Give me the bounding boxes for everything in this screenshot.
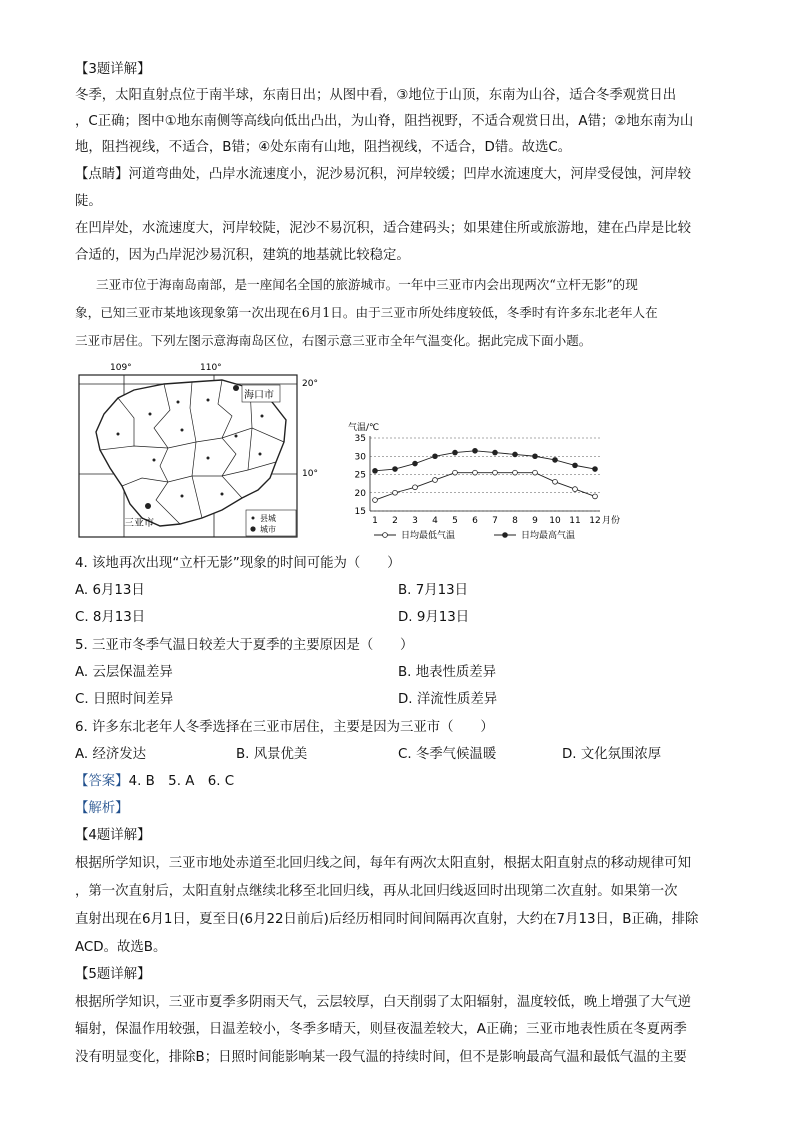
question-option[interactable]: B. 地表性质差异 xyxy=(398,665,497,680)
sanya-city-marker xyxy=(145,503,151,509)
chart-legend-marker xyxy=(383,533,388,538)
legend-city-label: 城市 xyxy=(260,525,276,534)
section4-line: 直射出现在6月1日，夏至日(6月22日前后)后经历相同时间间隔再次直射，大约在7月13日，B正确，排除 xyxy=(75,912,699,927)
chart-data-point xyxy=(573,487,578,492)
chart-data-point xyxy=(373,498,378,503)
county-marker xyxy=(117,433,120,436)
sanya-temperature-chart xyxy=(342,418,642,546)
chart-data-point xyxy=(393,490,398,495)
chart-xtick-label: 1 xyxy=(372,516,378,526)
section4-line: 根据所学知识，三亚市地处赤道至北回归线之间，每年有两次太阳直射，根据太阳直射点的移动规律可知 xyxy=(75,856,691,871)
question-stem: 4. 该地再次出现“立杆无影”现象的时间可能为（ ） xyxy=(75,556,401,571)
chart-xlabel: 月份 xyxy=(602,516,621,526)
chart-data-point xyxy=(453,450,458,455)
section3-line: 冬季，太阳直射点位于南半球，东南日出；从图中看，③地位于山顶，东南为山谷，适合冬季观赏日出 xyxy=(75,88,677,103)
section5-line: 辐射，保温作用较强，日温差较小，冬季多晴天，则昼夜温差较大，A正确；三亚市地表性质在冬夏两季 xyxy=(75,1022,687,1037)
chart-data-point xyxy=(473,448,478,453)
question-stem: 6. 许多东北老年人冬季选择在三亚市居住，主要是因为三亚市（ ） xyxy=(75,720,494,735)
chart-legend-label: 日均最高气温 xyxy=(521,531,576,541)
question-option[interactable]: A. 6月13日 xyxy=(75,583,145,598)
section5-header: 【5题详解】 xyxy=(75,967,151,982)
chart-xtick-label: 2 xyxy=(392,516,398,526)
county-marker xyxy=(181,429,184,432)
question-option[interactable]: D. 文化氛围浓厚 xyxy=(562,747,662,762)
chart-data-point xyxy=(553,458,558,463)
county-marker xyxy=(259,453,262,456)
section4-header: 【4题详解】 xyxy=(75,828,151,843)
chart-ytick-label: 15 xyxy=(354,507,366,517)
tip-line: 合适的，因为凸岸泥沙易沉积，建筑的地基就比较稳定。 xyxy=(75,248,410,263)
section4-line: ACD。故选B。 xyxy=(75,940,167,955)
question-option[interactable]: A. 云层保温差异 xyxy=(75,665,173,680)
answer-row xyxy=(75,774,234,790)
hainan-location-map xyxy=(72,358,332,544)
legend-city-symbol xyxy=(250,526,255,531)
county-marker xyxy=(261,415,264,418)
chart-xtick-label: 7 xyxy=(492,516,498,526)
question-option[interactable]: D. 洋流性质差异 xyxy=(398,692,498,707)
chart-data-point xyxy=(593,494,598,499)
chart-xtick-label: 11 xyxy=(569,516,581,526)
section4-line: ，第一次直射后，太阳直射点继续北移至北回归线，再从北回归线返回时出现第二次直射。如果第一次 xyxy=(75,884,678,899)
chart-data-point xyxy=(573,463,578,468)
chart-xtick-label: 3 xyxy=(412,516,418,526)
section3-line: ，C正确；图中①地东南侧等高线向低出凸出，为山脊，阻挡视野，不适合观赏日出，A错；②地东南为山 xyxy=(75,114,694,129)
county-marker xyxy=(181,495,184,498)
chart-data-point xyxy=(433,478,438,483)
chart-data-point xyxy=(593,467,598,472)
county-marker xyxy=(207,457,210,460)
chart-data-point xyxy=(413,485,418,490)
material-line: 象，已知三亚市某地该现象第一次出现在6月1日。由于三亚市所处纬度较低，冬季时有许多东北老年人在 xyxy=(75,305,658,320)
chart-xtick-label: 10 xyxy=(549,516,561,526)
sanya-label: 三亚市 xyxy=(124,518,154,529)
question-option[interactable]: B. 7月13日 xyxy=(398,583,469,598)
chart-data-point xyxy=(533,470,538,475)
answer-text: 4. B 5. A 6. C xyxy=(128,774,235,789)
material-line: 三亚市位于海南岛南部，是一座闻名全国的旅游城市。一年中三亚市内会出现两次“立杆无影”的现 xyxy=(96,277,638,292)
question-option[interactable]: C. 冬季气候温暖 xyxy=(398,747,497,762)
chart-xtick-label: 6 xyxy=(472,516,478,526)
chart-legend-label: 日均最低气温 xyxy=(401,531,456,541)
chart-xtick-label: 12 xyxy=(589,516,601,526)
chart-xtick-label: 4 xyxy=(432,516,438,526)
chart-data-point xyxy=(553,479,558,484)
chart-ytick-label: 35 xyxy=(354,434,366,444)
chart-xtick-label: 9 xyxy=(532,516,538,526)
section3-line: 地，阻挡视线，不适合，B错；④处东南有山地，阻挡视线，不适合，D错。故选C。 xyxy=(75,140,572,155)
chart-data-point xyxy=(433,454,438,459)
chart-ylabel: 气温/℃ xyxy=(348,423,380,433)
question-option[interactable]: D. 9月13日 xyxy=(398,610,470,625)
chart-xtick-label: 5 xyxy=(452,516,458,526)
map-lat-label: 20° xyxy=(302,379,318,389)
chart-xtick-label: 8 xyxy=(512,516,518,526)
chart-data-point xyxy=(493,470,498,475)
chart-data-point xyxy=(513,452,518,457)
chart-data-point xyxy=(493,450,498,455)
answer-label: 【答案】 xyxy=(75,774,129,789)
chart-data-point xyxy=(533,454,538,459)
section5-line: 根据所学知识，三亚市夏季多阴雨天气，云层较厚，白天削弱了太阳辐射，温度较低，晚上增强了大气逆 xyxy=(75,995,691,1010)
question-stem: 5. 三亚市冬季气温日较差大于夏季的主要原因是（ ） xyxy=(75,638,414,653)
chart-ytick-label: 20 xyxy=(354,488,366,499)
chart-data-point xyxy=(453,470,458,475)
map-lat-label: 10° xyxy=(302,469,318,479)
chart-data-point xyxy=(393,467,398,472)
county-marker xyxy=(221,493,224,496)
chart-ytick-label: 30 xyxy=(354,452,366,463)
legend-county-symbol xyxy=(252,517,255,520)
chart-series-line xyxy=(375,473,595,500)
question-option[interactable]: A. 经济发达 xyxy=(75,747,146,762)
question-option[interactable]: C. 日照时间差异 xyxy=(75,692,174,707)
map-lon-label: 109° xyxy=(110,363,132,373)
chart-series-line xyxy=(375,451,595,471)
tip-line: 陡。 xyxy=(75,194,102,209)
question-option[interactable]: B. 风景优美 xyxy=(236,747,308,762)
legend-county-label: 县城 xyxy=(260,514,276,523)
chart-data-point xyxy=(473,470,478,475)
section5-line: 没有明显变化，排除B；日照时间能影响某一段气温的持续时间，但不是影响最高气温和最低气温的主要 xyxy=(75,1050,687,1065)
question-option[interactable]: C. 8月13日 xyxy=(75,610,146,625)
county-marker xyxy=(235,435,238,438)
tip-line: 在凹岸处，水流速度大，河岸较陡，泥沙不易沉积，适合建码头；如果建住所或旅游地，建在凸岸是比较 xyxy=(75,221,691,236)
haikou-label: 海口市 xyxy=(244,390,274,401)
county-marker xyxy=(177,401,180,404)
county-marker xyxy=(153,459,156,462)
chart-legend-marker xyxy=(503,533,508,538)
analysis-label: 【解析】 xyxy=(75,801,129,816)
haikou-city-marker xyxy=(233,385,239,391)
material-line: 三亚市居住。下列左图示意海南岛区位，右图示意三亚市全年气温变化。据此完成下面小题。 xyxy=(75,333,592,348)
tip-line: 【点睛】河道弯曲处，凸岸水流速度小，泥沙易沉积，河岸较缓；凹岸水流速度大，河岸受侵蚀，河岸较 xyxy=(75,167,691,182)
chart-ytick-label: 25 xyxy=(354,470,366,481)
section3-header: 【3题详解】 xyxy=(75,62,151,77)
chart-data-point xyxy=(373,468,378,473)
county-marker xyxy=(149,413,152,416)
chart-data-point xyxy=(513,470,518,475)
county-marker xyxy=(207,399,210,402)
map-lon-label: 110° xyxy=(200,363,222,373)
chart-data-point xyxy=(413,461,418,466)
